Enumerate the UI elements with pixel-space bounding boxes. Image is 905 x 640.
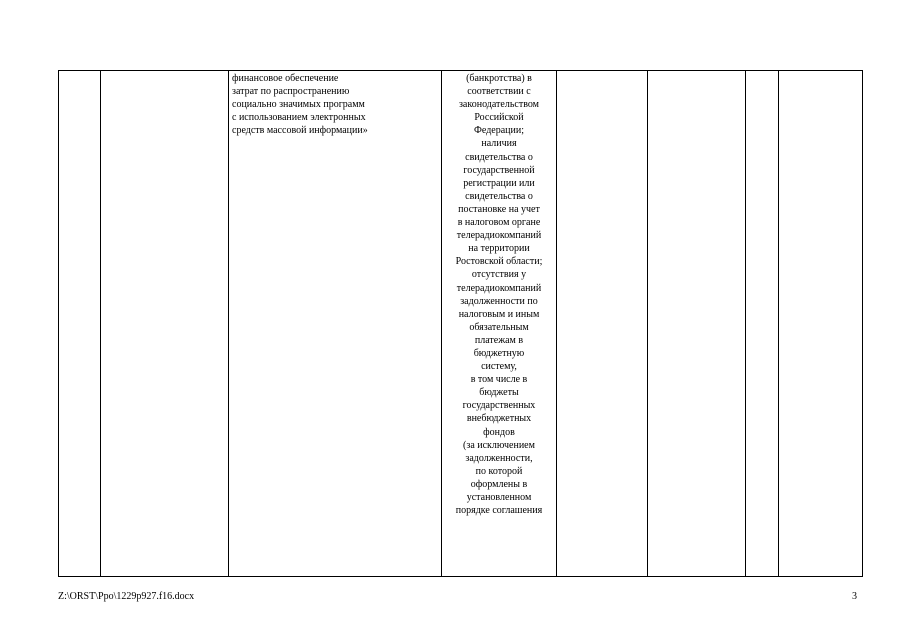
text-line: на территории: [468, 243, 530, 255]
text-line: (банкротства) в: [466, 73, 532, 84]
document-table: [58, 70, 863, 577]
table-cell-8: [779, 71, 863, 577]
text-line: с использованием электронных: [232, 112, 366, 124]
text-line: в налоговом органе: [457, 217, 541, 229]
text-line: государственных: [462, 400, 536, 412]
table-cell-4: [442, 71, 557, 577]
text-line: бюджетную: [473, 347, 525, 359]
table-cell-5: [557, 71, 648, 577]
text-line: финансовое обеспечение: [232, 73, 339, 84]
text-line: Российской: [474, 112, 524, 124]
text-line: оформлены в: [470, 478, 528, 490]
text-line: платежам в: [474, 334, 524, 346]
text-line: свидетельства о: [465, 151, 533, 163]
text-line: законодательством: [458, 99, 540, 111]
text-line: (за исключением: [463, 439, 535, 451]
text-line: государственной: [463, 164, 535, 176]
text-line: порядке соглашения: [455, 505, 543, 517]
text-line: задолженности,: [465, 452, 533, 464]
text-line: регистрации или: [463, 177, 535, 189]
text-line: свидетельства о: [465, 190, 533, 202]
footer-file-path: Z:\ORST\Ppo\1229p927.f16.docx: [58, 591, 195, 602]
text-line: наличия: [481, 138, 517, 150]
table-cell-3: [229, 71, 442, 577]
cell-4-text: [442, 72, 556, 517]
text-line: социально значимых программ: [232, 99, 365, 111]
text-line: бюджеты: [479, 387, 519, 399]
page-number: 3: [852, 591, 857, 602]
table-cell-6: [648, 71, 746, 577]
table-row: [59, 71, 863, 577]
text-line: отсутствия у: [471, 269, 527, 281]
text-line: Ростовской области;: [455, 256, 543, 268]
text-line: средств массовой информации»: [232, 125, 368, 137]
text-line: по которой: [475, 465, 523, 477]
table-cell-1: [59, 71, 101, 577]
text-line: обязательным: [469, 321, 529, 333]
text-line: Федерации;: [473, 125, 524, 137]
table-cell-7: [746, 71, 779, 577]
text-line: в том числе в: [470, 374, 528, 386]
cell-3-text: [232, 72, 441, 137]
text-line: соответствии с: [467, 86, 531, 98]
text-line: телерадиокомпаний: [456, 230, 542, 242]
text-line: установленном: [466, 492, 532, 503]
text-line: внебюджетных: [466, 413, 532, 425]
text-line: налоговым и иным: [458, 308, 540, 320]
text-line: фондов: [483, 426, 515, 438]
text-line: затрат по распространению: [232, 86, 350, 98]
text-line: постановке на учет: [458, 203, 540, 215]
text-line: телерадиокомпаний: [456, 282, 542, 294]
table-cell-2: [101, 71, 229, 577]
text-line: систему,: [481, 361, 517, 373]
text-line: задолженности по: [460, 295, 538, 307]
